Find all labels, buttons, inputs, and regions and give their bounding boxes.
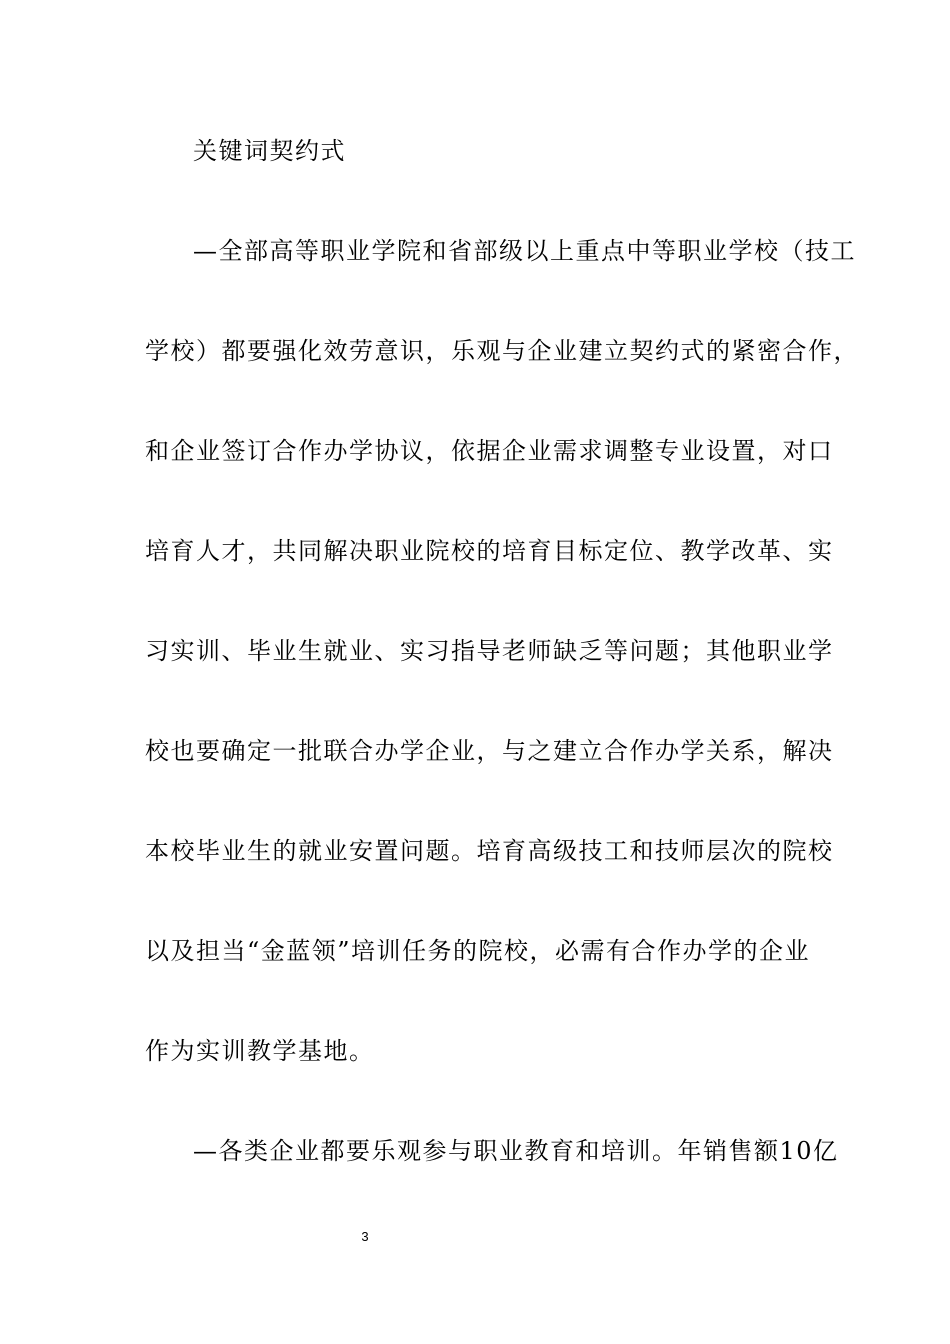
paragraph-line: 学校）都要强化效劳意识，乐观与企业建立契约式的紧密合作，: [145, 337, 859, 365]
paragraph-line: 培育人才，共同解决职业院校的培育目标定位、教学改革、实: [145, 537, 834, 565]
paragraph-line: 和企业签订合作办学协议，依据企业需求调整专业设置，对口: [145, 437, 834, 465]
page-number: 3: [361, 1229, 369, 1244]
paragraph-line: 本校毕业生的就业安置问题。培育高级技工和技师层次的院校: [145, 837, 834, 865]
paragraph-line: 校也要确定一批联合办学企业，与之建立合作办学关系，解决: [145, 737, 834, 765]
keywords-line: 关键词契约式: [193, 137, 346, 165]
paragraph-line: —全部高等职业学院和省部级以上重点中等职业学校（技工: [193, 237, 856, 265]
paragraph-line: 以及担当“金蓝领”培训任务的院校，必需有合作办学的企业: [145, 937, 811, 965]
paragraph-line: 习实训、毕业生就业、实习指导老师缺乏等问题；其他职业学: [145, 637, 834, 665]
paragraph-line: —各类企业都要乐观参与职业教育和培训。年销售额10亿: [193, 1137, 839, 1165]
paragraph-line: 作为实训教学基地。: [145, 1037, 375, 1065]
